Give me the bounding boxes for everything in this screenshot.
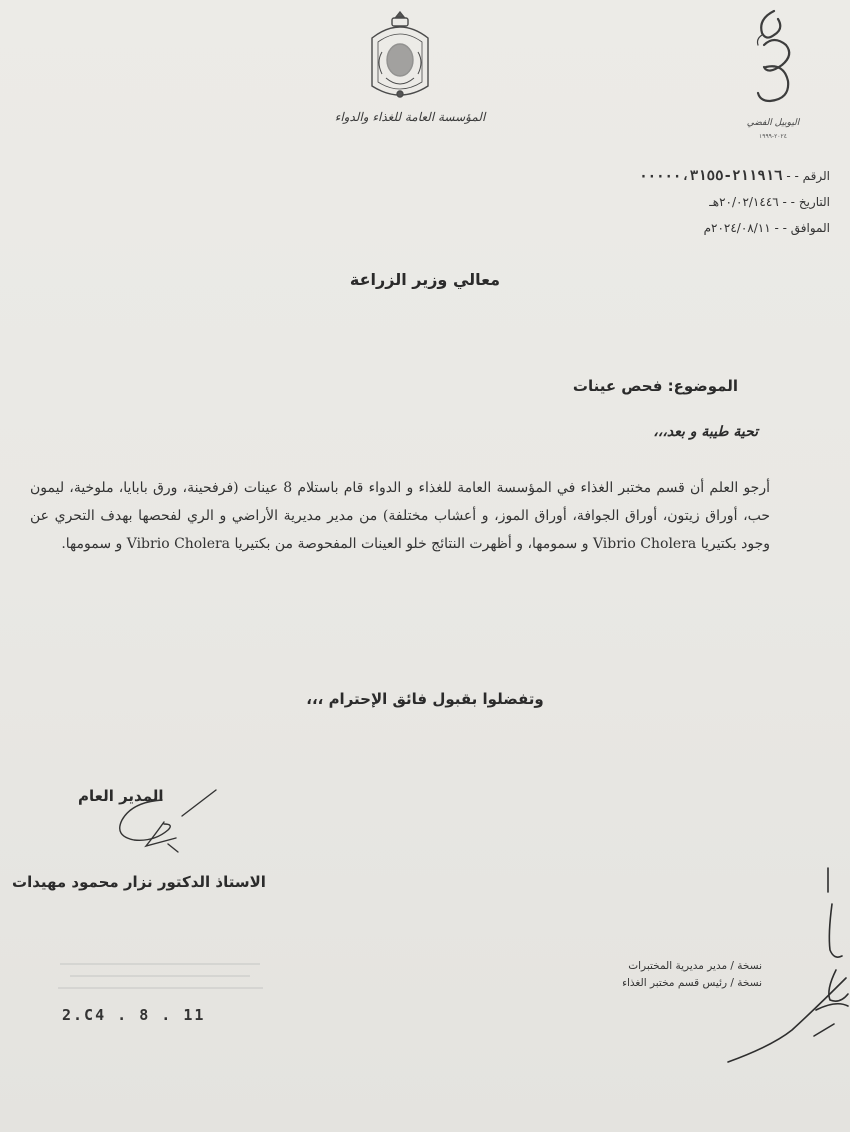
- reference-corresponding-value: ٢٠٢٤/٠٨/١١م: [703, 221, 771, 235]
- stamp-date: 2.C4 . 8 . 11: [62, 1006, 206, 1024]
- closing-line: وتفضلوا بقبول فائق الإحترام ،،،: [306, 690, 544, 708]
- signatory-title: المدير العام: [78, 787, 164, 805]
- jordan-crest-icon: [362, 8, 438, 108]
- subject-line: الموضوع: فحص عينات: [572, 377, 738, 395]
- logo-caption: اليوبيل الفضي: [746, 118, 800, 128]
- organization-name: المؤسسة العامة للغذاء والدواء: [334, 110, 486, 124]
- copy-item: نسخة / رئيس قسم مختبر الغذاء: [622, 977, 762, 989]
- reference-number-label: الرقم: [802, 169, 830, 183]
- copy-item: نسخة / مدير مديرية المختبرات: [628, 960, 762, 972]
- reference-date-row: التاريخ - - ٢٠/٠٢/١٤٤٦هـ: [709, 195, 830, 209]
- reference-corresponding-label: الموافق: [790, 221, 830, 235]
- handwritten-signature-icon: [104, 786, 224, 876]
- reference-number-value: ٢١١٩١٦-٠٠٠٠٠،٣١٥٥: [639, 168, 783, 184]
- greeting: تحية طيبة و بعد،،،: [653, 424, 758, 440]
- stamp-text-icon: [40, 954, 290, 1004]
- reference-corresponding-row: الموافق - - ٢٠٢٤/٠٨/١١م: [703, 221, 830, 235]
- silver-jubilee-logo-icon: [744, 5, 804, 125]
- received-stamp: [30, 950, 300, 1040]
- letter-body: أرجو العلم أن قسم مختبر الغذاء في المؤسسة العامة للغذاء و الدواء قام باستلام 8 عينات (فرفحينة، ورق بابايا، ملوخية، ليمون حب، أوراق زيتون، أوراق الجوافة، أوراق الموز، و أعشاب مختلفة) من مدير مديرية الأراضي و الري لفحصها بهدف التحري عن وجود بكتيريا Vibrio Cholera و سمومها، و أظهرت النتائج خلو العينات المفحوصة من بكتيريا Vibrio Cholera و سمومها.: [30, 480, 770, 552]
- logo-years: ٢٠٢٤-١٩٩٩: [759, 133, 787, 140]
- margin-annotation-icon: [716, 860, 850, 1070]
- addressee: معالي وزير الزراعة: [349, 270, 501, 289]
- reference-block: [530, 163, 830, 241]
- signatory-name: الاستاذ الدكتور نزار محمود مهيدات: [12, 873, 266, 891]
- reference-date-label: التاريخ: [798, 195, 830, 209]
- reference-number-row: الرقم - - ٢١١٩١٦-٠٠٠٠٠،٣١٥٥: [639, 168, 830, 184]
- reference-date-value: ٢٠/٠٢/١٤٤٦هـ: [709, 195, 779, 209]
